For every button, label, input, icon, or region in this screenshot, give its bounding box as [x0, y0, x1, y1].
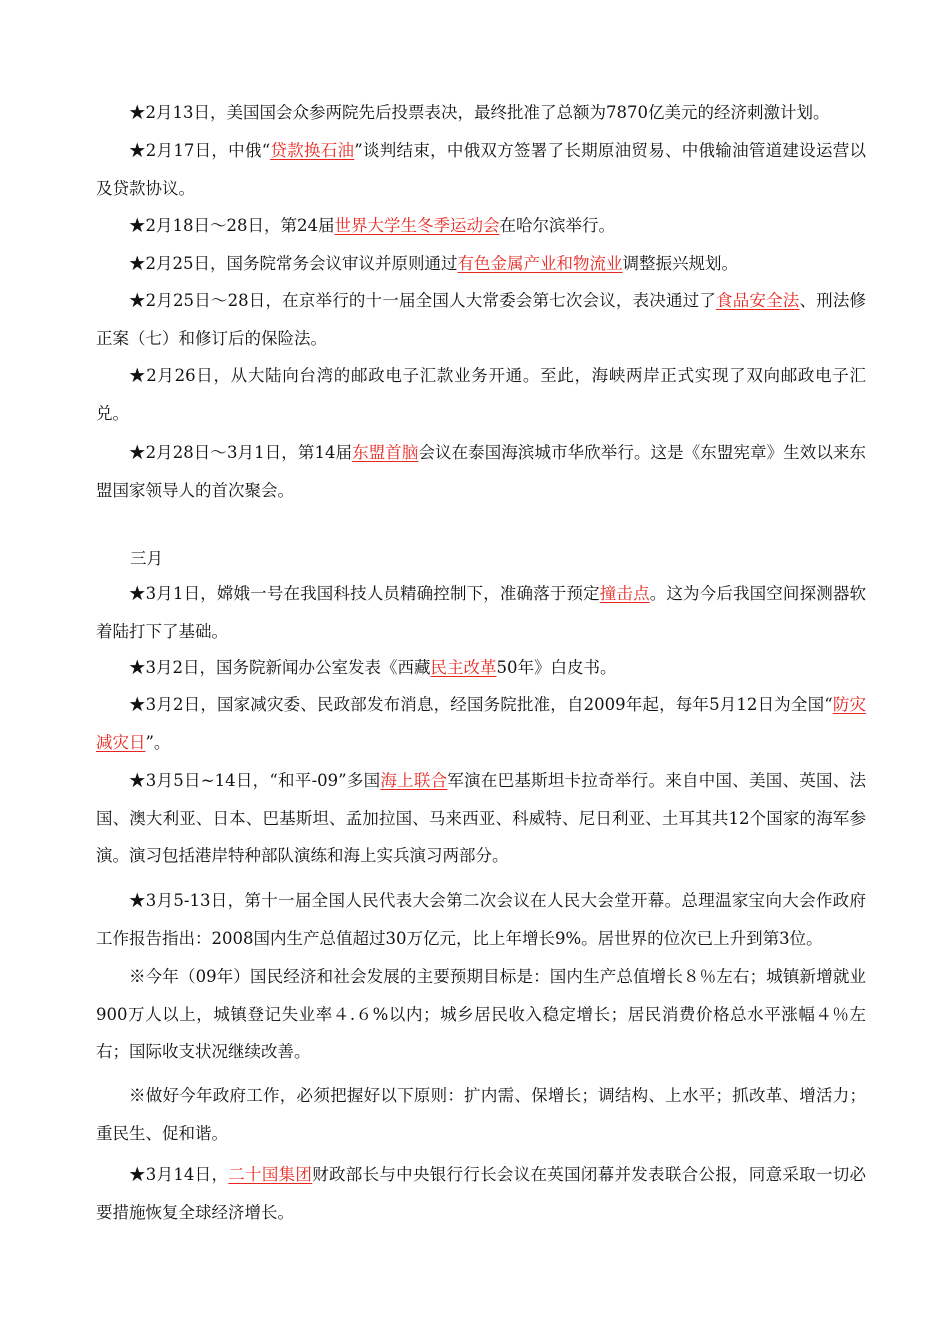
paragraph-text: ★3月14日， — [129, 1165, 229, 1184]
event-paragraph — [96, 282, 866, 357]
paragraph-text: 。这为今后我国空间探测器软着陆打下了基础。 — [96, 584, 867, 641]
term-link[interactable]: 有色金属产业和物流业 — [457, 254, 623, 273]
term-link[interactable]: 民主改革 — [430, 658, 497, 677]
term-link[interactable]: 撞击点 — [599, 584, 650, 603]
paragraph-text: ★3月2日，国务院新闻办公室发表《西藏 — [129, 658, 431, 677]
term-link[interactable]: 海上联合 — [380, 771, 448, 790]
term-link[interactable]: 东盟首脑 — [352, 443, 419, 462]
paragraph-text: ※做好今年政府工作，必须把握好以下原则：扩内需、保增长；调结构、上水平；抓改革、增活力；重民生、促和谐。 — [96, 1086, 866, 1143]
paragraph-text: 、刑法修正案（七）和修订后的保险法。 — [96, 291, 867, 348]
paragraph-text: ★3月5-13日，第十一届全国人民代表大会第二次会议在人民大会堂开幕。总理温家宝向大会作政府工作报告指出：2008国内生产总值超过30万亿元，比上年增长9%。居世界的位次已上升到第3位。 — [96, 891, 866, 948]
paragraph-text: ※今年（09年）国民经济和社会发展的主要预期目标是：国内生产总值增长８％左右；城镇新增就业900万人以上，城镇登记失业率４.６%以内；城乡居民收入稳定增长；居民消费价格总水平涨幅４％左右；国际收支状况继续改善。 — [96, 967, 866, 1061]
paragraph-text: 财政部长与中央银行行长会议在英国闭幕并发表联合公报，同意采取一切必要措施恢复全球经济增长。 — [96, 1165, 867, 1222]
paragraph-text: 军演在巴基斯坦卡拉奇举行。来自中国、美国、英国、法国、澳大利亚、日本、巴基斯坦、孟加拉国、马来西亚、科威特、尼日利亚、土耳其共12个国家的海军参演。演习包括港岸特种部队演练和海上实兵演习两部分。 — [96, 771, 867, 865]
paragraph-text: ★3月1日，嫦娥一号在我国科技人员精确控制下，准确落于预定 — [129, 584, 600, 603]
term-link[interactable]: 二十国集团 — [228, 1165, 313, 1184]
event-paragraph — [96, 762, 866, 875]
paragraph-text: ★3月5日~14日，“和平-09”多国 — [129, 771, 381, 790]
term-link[interactable]: 食品安全法 — [716, 291, 800, 310]
event-paragraph — [96, 132, 866, 207]
event-paragraph — [96, 94, 866, 132]
paragraph-text: 在哈尔滨举行。 — [499, 216, 615, 235]
paragraph-text: ★2月18日～28日，第24届 — [129, 216, 335, 235]
event-paragraph — [96, 1077, 866, 1152]
paragraph-text: 调整振兴规划。 — [622, 254, 738, 273]
paragraph-text: ”。 — [145, 732, 171, 752]
month-heading: 三月 — [130, 549, 163, 568]
paragraph-text: ★2月26日，从大陆向台湾的邮政电子汇款业务开通。至此，海峡两岸正式实现了双向邮政电子汇兑。 — [96, 366, 866, 423]
event-paragraph — [96, 686, 866, 761]
paragraph-text: ★2月25日～28日，在京举行的十一届全国人大常委会第七次会议，表决通过了 — [129, 291, 717, 310]
event-paragraph — [96, 357, 866, 432]
event-paragraph — [96, 882, 866, 957]
paragraph-text: ★2月28日～3月1日，第14届 — [129, 443, 353, 462]
paragraph-text: ★2月17日，中俄“ — [129, 141, 271, 160]
event-paragraph — [96, 1156, 866, 1231]
term-link[interactable]: 世界大学生冬季运动会 — [334, 216, 500, 235]
event-paragraph — [96, 575, 866, 650]
paragraph-text: 会议在泰国海滨城市华欣举行。这是《东盟宪章》生效以来东盟国家领导人的首次聚会。 — [96, 443, 867, 500]
event-paragraph — [96, 649, 866, 687]
term-link[interactable]: 贷款换石油 — [270, 141, 355, 160]
paragraph-text: ★2月13日，美国国会众参两院先后投票表决，最终批准了总额为7870亿美元的经济刺激计划。 — [129, 103, 830, 122]
event-paragraph — [96, 434, 866, 509]
paragraph-text: ★2月25日，国务院常务会议审议并原则通过 — [129, 254, 458, 273]
event-paragraph — [96, 207, 866, 245]
paragraph-text: ”谈判结束，中俄双方签署了长期原油贸易、中俄输油管道建设运营以及贷款协议。 — [96, 141, 866, 198]
term-link[interactable]: 防灾减灾日 — [96, 695, 867, 752]
event-paragraph — [96, 245, 866, 283]
paragraph-text: ★3月2日，国家减灾委、民政部发布消息，经国务院批准，自2009年起，每年5月12日为全国“ — [129, 695, 833, 714]
event-paragraph — [96, 958, 866, 1071]
paragraph-text: 50年》白皮书。 — [496, 658, 617, 677]
